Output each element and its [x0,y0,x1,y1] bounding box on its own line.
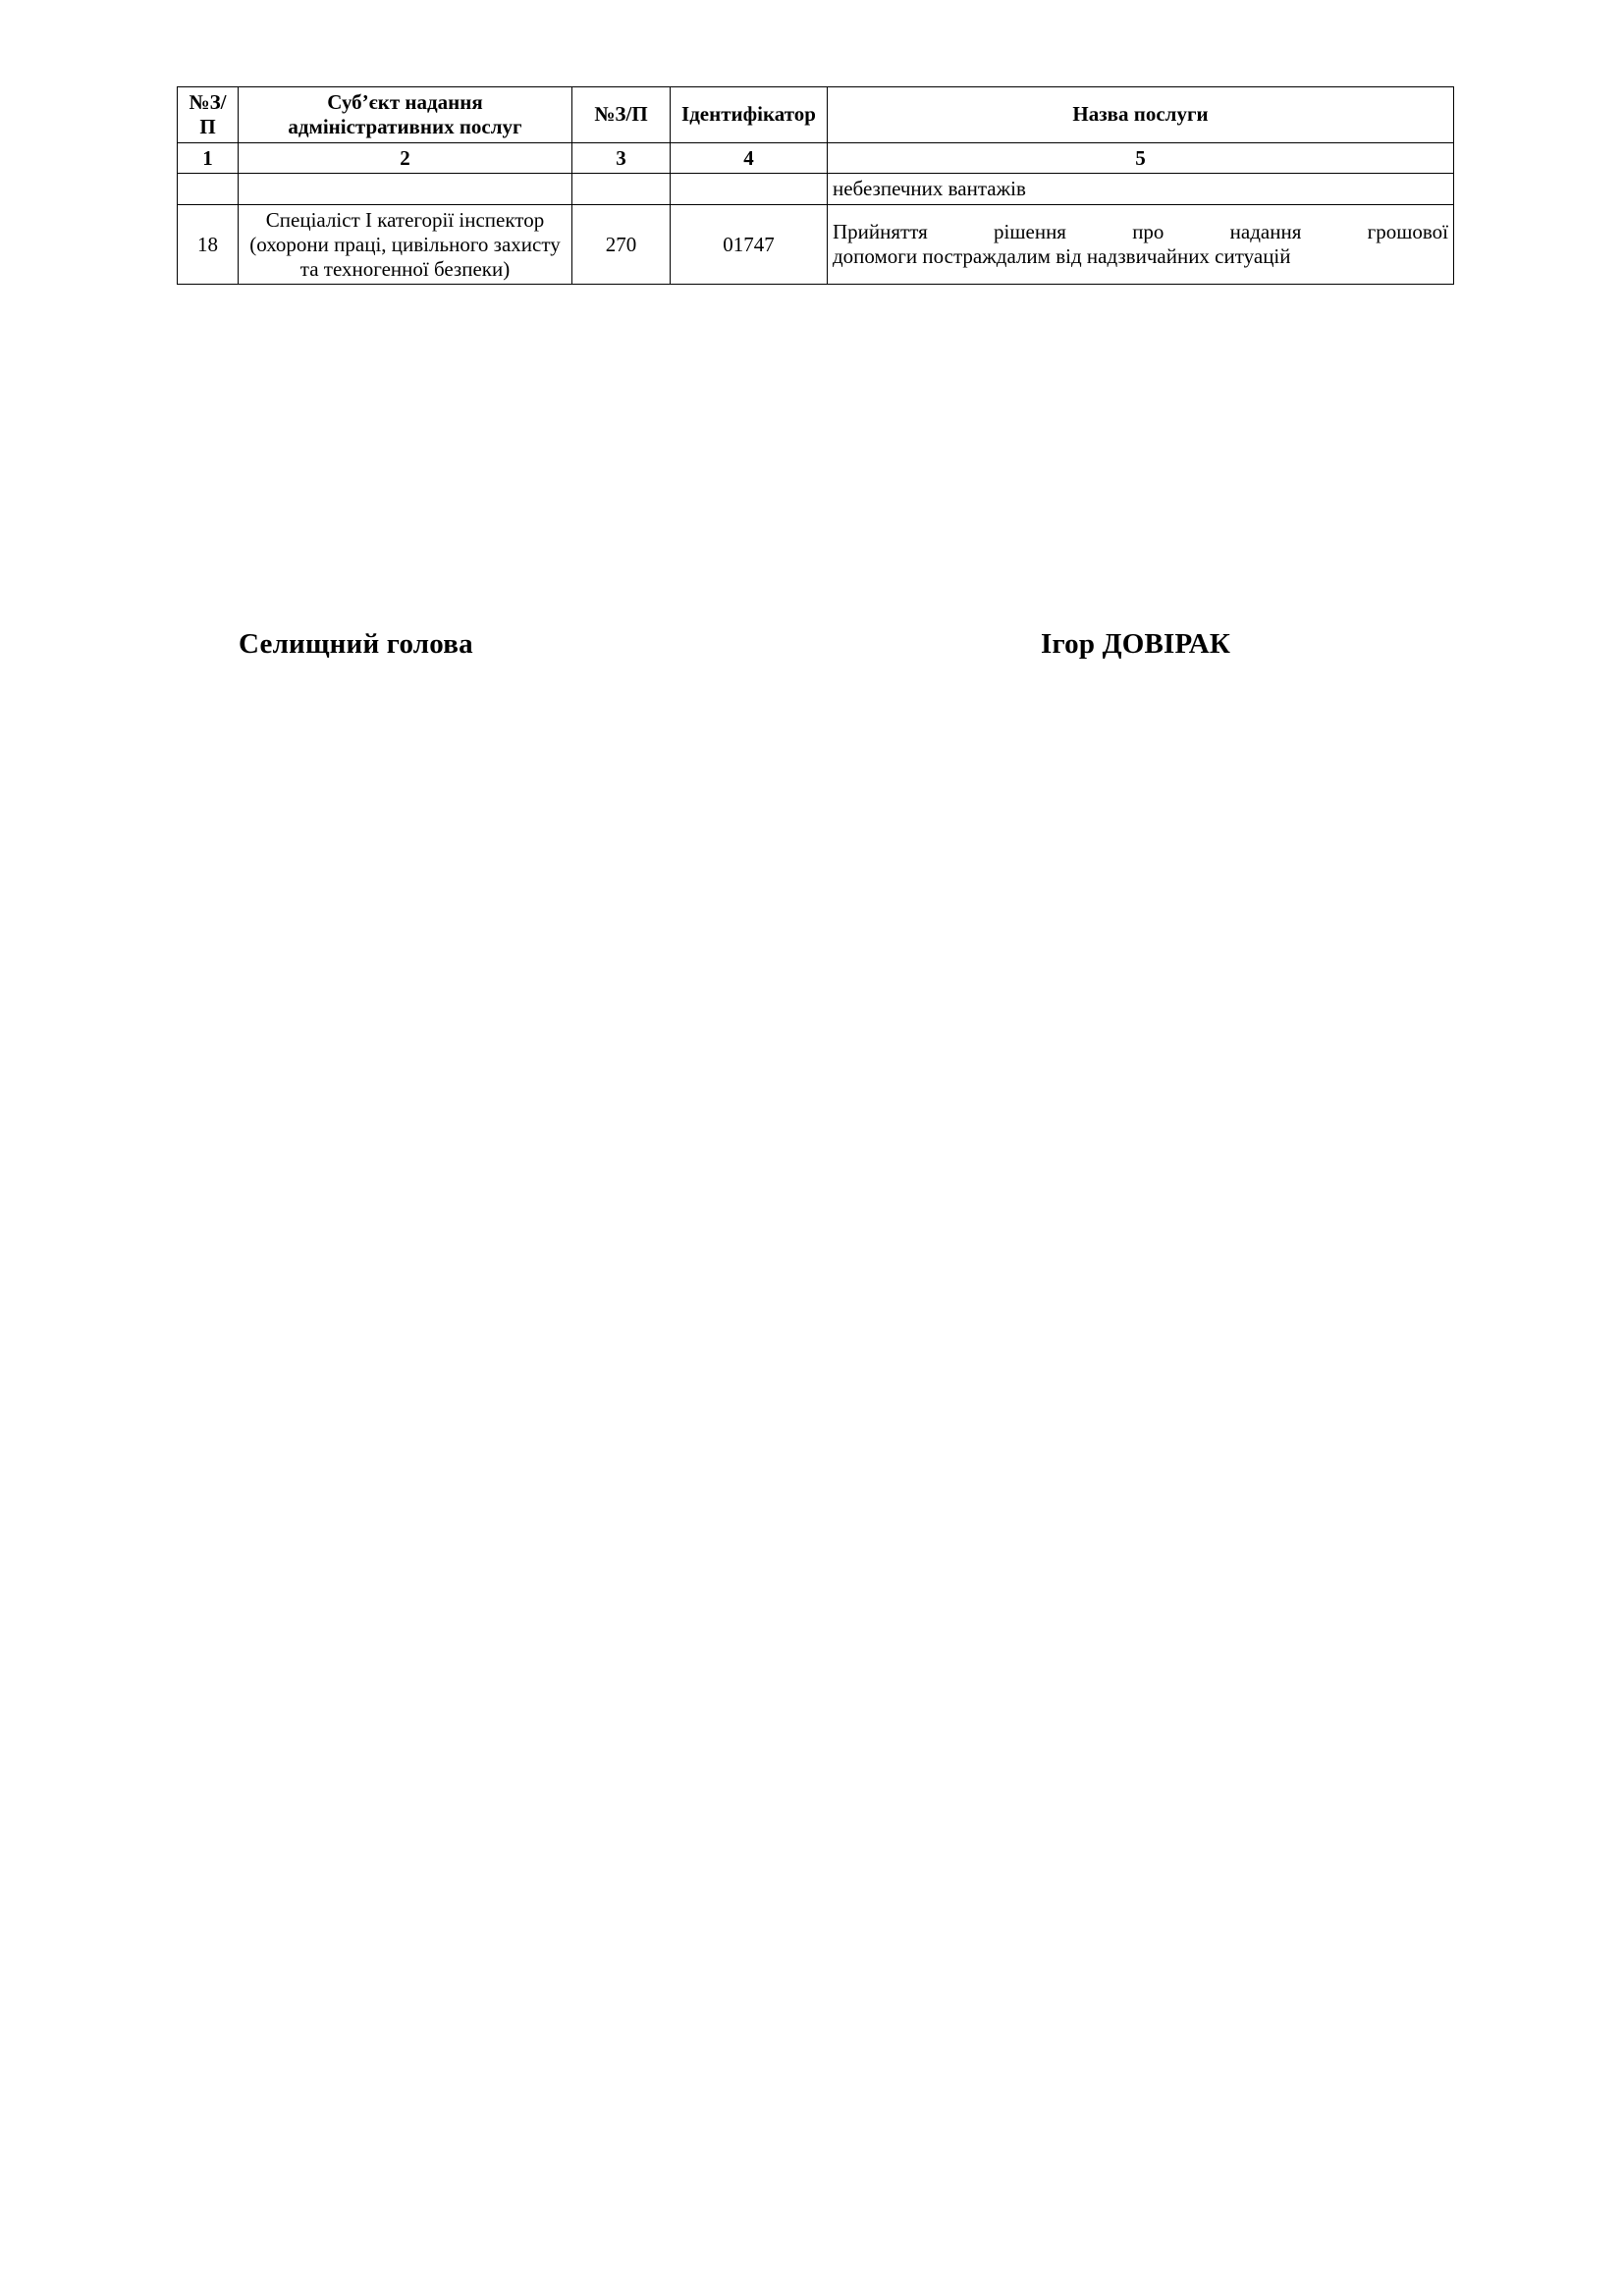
services-table [177,86,1454,285]
cell-subject [239,174,572,205]
cell-seq2 [572,174,671,205]
signature-title: Селищний голова [239,628,473,660]
services-table-container [177,86,1453,285]
table-column-number-row [178,142,1454,174]
table-row [178,205,1454,285]
header-cell-sequence: №З/П [178,87,239,143]
column-number-5: 5 [828,142,1454,174]
header-cell-service-name: Назва послуги [828,87,1454,143]
cell-identifier: 01747 [671,205,828,285]
cell-sequence [178,174,239,205]
table-header-row [178,87,1454,143]
header-cell-seq2: №З/П [572,87,671,143]
signature-name: Ігор ДОВІРАК [1041,628,1231,660]
column-number-4: 4 [671,142,828,174]
cell-seq2: 270 [572,205,671,285]
cell-identifier [671,174,828,205]
table-row [178,174,1454,205]
header-cell-subject: Суб’єкт надання адміністративних послуг [239,87,572,143]
column-number-2: 2 [239,142,572,174]
header-cell-identifier: Ідентифікатор [671,87,828,143]
service-name-line-1: Прийняття рішення про надання грошової [833,220,1448,244]
cell-subject: Спеціаліст I категорії інспектор (охорони праці, цивільного захисту та техногенної безпеки) [239,205,572,285]
column-number-3: 3 [572,142,671,174]
cell-sequence: 18 [178,205,239,285]
cell-service-name [828,205,1454,285]
service-name-line-2: допомоги постраждалим від надзвичайних ситуацій [833,244,1291,269]
column-number-1: 1 [178,142,239,174]
cell-service-name: небезпечних вантажів [828,174,1454,205]
